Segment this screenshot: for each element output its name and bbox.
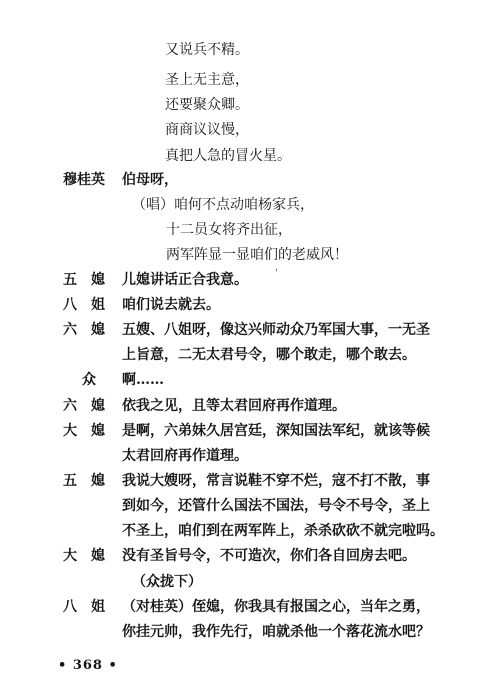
speaker-label: 五 媳	[63, 473, 105, 489]
verse-line: 商商议议慢，	[165, 122, 249, 138]
verse-line: 圣上无主意，	[165, 72, 249, 88]
dialogue-line: 啊……	[122, 372, 164, 388]
dialogue-line: 依我之见，且等太君回府再作道理。	[122, 398, 346, 414]
dialogue-line: 你挂元帅，我作先行，咱就杀他一个落花流水吧？	[122, 624, 430, 640]
dialogue-line: 太君回府再作道理。	[122, 448, 248, 464]
dialogue-line: （唱）咱何不点动咱杨家兵，	[132, 197, 314, 213]
dialogue-line: 不圣上，咱们到在两军阵上，杀杀砍砍不就完啦吗。	[122, 523, 444, 539]
dialogue-line: （对桂英）侄媳，你我具有报国之心，当年之勇，	[122, 599, 430, 615]
speaker-label: 大 媳	[63, 548, 105, 564]
dialogue-line: 没有圣旨号令，不可造次，你们各自回房去吧。	[122, 548, 416, 564]
speaker-label: 穆桂英	[63, 172, 105, 188]
verse-line: 又说兵不精。	[165, 42, 249, 58]
dialogue-line: 到如今，还管什么国法不国法，号令不号令，圣上	[122, 498, 430, 514]
speaker-label: 八 姐	[63, 297, 105, 313]
dialogue-line: 伯母呀，	[122, 172, 178, 188]
dialogue-line: 咱们说去就去。	[122, 297, 220, 313]
speaker-label: 八 姐	[63, 599, 105, 615]
dialogue-line: 是啊，六弟妹久居宫廷，深知国法军纪，就该等候	[122, 423, 430, 439]
page-number: • 368 •	[58, 658, 118, 673]
dialogue-line: 儿媳讲话正合我意。	[122, 272, 248, 288]
speck-mark: '	[275, 268, 278, 279]
speaker-label: 五 媳	[63, 272, 105, 288]
dialogue-line: 十二员女将齐出征，	[166, 222, 292, 238]
verse-line: 真把人急的冒火星。	[165, 148, 291, 164]
verse-line: 还要聚众卿。	[165, 97, 249, 113]
dialogue-line: 两军阵显一显咱们的老威风！	[166, 247, 348, 263]
stage-direction: （众拢下）	[132, 574, 202, 590]
speaker-label: 六 媳	[63, 398, 105, 414]
dialogue-line: 五嫂、八姐呀，像这兴师动众乃军国大事，一无圣	[122, 322, 430, 338]
speaker-label: 六 媳	[63, 322, 105, 338]
dialogue-line: 我说大嫂呀，常言说鞋不穿不烂，寇不打不散，事	[122, 473, 430, 489]
speaker-label: 大 媳	[63, 423, 105, 439]
speaker-label: 众	[82, 372, 96, 388]
dialogue-line: 上旨意，二无太君号令，哪个敢走，哪个敢去。	[122, 347, 416, 363]
